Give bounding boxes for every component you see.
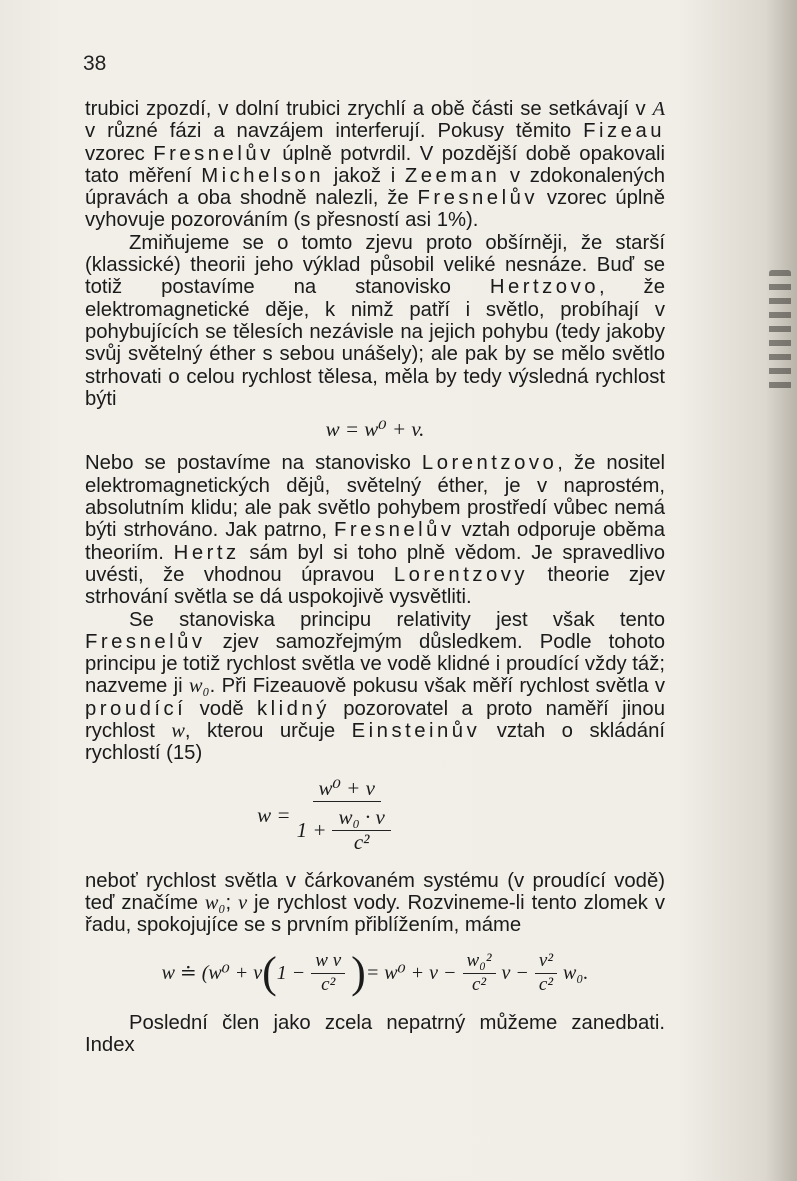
text-run: trubici zpozdí, v dolní trubici zrychlí a obě části se setkávají v [85, 98, 653, 120]
text-run: jakož i [324, 164, 405, 187]
body-text [85, 98, 665, 1057]
fraction-numerator: v² [535, 950, 557, 973]
text-run: , kterou určuje [184, 720, 352, 743]
text-run: ; [225, 891, 239, 914]
text-run: vodě [186, 697, 257, 720]
emphasis-word: klidný [257, 697, 330, 720]
name-fresnel: Fresnelův [85, 630, 206, 653]
text-run: úplně potvrdil. V pozdější době opakovali tato měření [85, 142, 666, 187]
name-hertz: Hertzovo [489, 276, 599, 299]
math-symbol: w [171, 720, 185, 743]
big-paren-open: ( [262, 948, 277, 998]
text-run: pozorovatel a proto naměří jinou rychlost [85, 697, 665, 743]
equation-term: = w⁰ + v − [365, 962, 457, 985]
big-paren-close: ) [351, 948, 366, 998]
text-run: vzorec [85, 142, 154, 165]
fraction-denominator [297, 802, 397, 854]
fraction-denominator: c² [321, 973, 336, 995]
name-lorentz: Lorentzovo [421, 452, 558, 475]
math-symbol: w₀ [189, 675, 210, 698]
equation-lhs: w ≐ (w⁰ + v [161, 962, 263, 985]
text-run: vzorec úplně vyhovuje pozorováním (s přesností asi 1%). [85, 187, 665, 232]
fraction [311, 950, 345, 996]
inner-denominator: c² [353, 830, 370, 855]
equation-1: w = w⁰ + v. [325, 417, 425, 442]
equation-term: 1 − [276, 962, 306, 985]
name-fizeau: Fizeau [583, 120, 665, 143]
text-run: Zmiňujeme se o tomto zjevu proto obšírněji, že starší (klassické) theorii jeho výklad působil veliké nesnáze. Buď se totiž postavíme na stanovisko [85, 231, 665, 299]
paragraph-3 [85, 452, 665, 608]
equation-term: w₀. [563, 962, 589, 985]
paragraph-2 [85, 232, 665, 410]
text-run: je rychlost vody. Rozvineme-li tento zlomek v řadu, spokojujíce se s prvním přiblížením, máme [85, 891, 665, 937]
name-lorentz: Lorentzovy [393, 563, 529, 586]
paragraph-4 [85, 609, 665, 765]
equation-3 [85, 950, 665, 996]
name-fresnel: Fresnelův [153, 142, 274, 165]
paragraph-6: Poslední člen jako zcela nepatrný můžeme zanedbati. Index [85, 1011, 665, 1057]
text-run: , že elektromagnetické děje, k nimž patří i světlo, probíhají v pohybujících se tělesích nezávisle na jejich pohybu (tedy jakoby svůj světelný éther s sebou unášely); ale pak by se mělo světlo strhovati o celou rychlost tělesa, měla by tedy výsledná rychlost býti [85, 276, 665, 410]
name-fresnel: Fresnelův [417, 187, 539, 210]
text-run: v různé fázi a navzájem interferují. Pokusy těmito [85, 120, 584, 143]
page-number: 38 [83, 52, 107, 75]
text-run: Se stanoviska principu relativity jest však tento [129, 608, 665, 631]
name-hertz: Hertz [173, 541, 240, 564]
equation-lhs: w = [257, 802, 291, 827]
emphasis-word: proudící [85, 697, 187, 720]
fraction-denominator: c² [538, 973, 554, 995]
paragraph-1 [85, 98, 665, 232]
math-symbol: A [652, 98, 665, 120]
fraction-numerator: w₀² [463, 950, 496, 973]
equation-term: v − [501, 962, 529, 985]
inner-numerator: w₀ · v [332, 806, 390, 831]
fraction-numerator: w⁰ + v [313, 777, 381, 802]
text-run: theorie zjev strhování světla se dá uspokojivě vysvětliti. [85, 563, 665, 609]
text-run: zjev samozřejmým důsledkem. Podle tohoto principu je totiž rychlost světla ve vodě klidné i proudící vždy táž; nazveme ji [85, 630, 665, 698]
math-symbol: w₀ [204, 891, 226, 914]
text-run: sám byl si toho plně vědom. Je spravedlivo uvésti, že vhodnou úpravou [85, 541, 665, 586]
text-run: v zdokonalených úpravách a oba shodně nalezli, že [85, 164, 665, 210]
text-run: , že nositel elektromagnetických dějů, světelný éther, je v naprostém, absolutním klidu; ale pak světlo pohybem prostředí vůbec nemá býti strhováno. Jak patrno, [85, 452, 665, 542]
name-michelson: Michelson [201, 164, 325, 187]
text-run: vztah odporuje oběma theoriím. [85, 519, 666, 564]
text-run: vztah o skládání rychlostí (15) [85, 720, 665, 765]
math-symbol: v [238, 891, 248, 914]
text-run: neboť rychlost světla v čárkovaném systému (v proudící vodě) teď značíme [85, 869, 665, 914]
fraction-denominator: c² [471, 973, 487, 995]
name-zeeman: Zeeman [404, 164, 501, 187]
name-einstein: Einsteinův [351, 720, 481, 743]
equation-2 [0, 777, 665, 854]
page-edge-shadow [769, 270, 791, 390]
text-run: . Při Fizeauově pokusu však měří rychlost světla v [209, 675, 666, 698]
paragraph-5 [85, 870, 665, 937]
fraction [297, 777, 397, 854]
denominator-term: 1 + [296, 817, 327, 842]
name-fresnel: Fresnelův [334, 519, 455, 542]
text-run: Nebo se postavíme na stanovisko [85, 452, 422, 475]
fraction [535, 950, 557, 996]
fraction-numerator: w v [311, 950, 345, 973]
fraction [463, 950, 496, 996]
inner-fraction [332, 806, 390, 854]
